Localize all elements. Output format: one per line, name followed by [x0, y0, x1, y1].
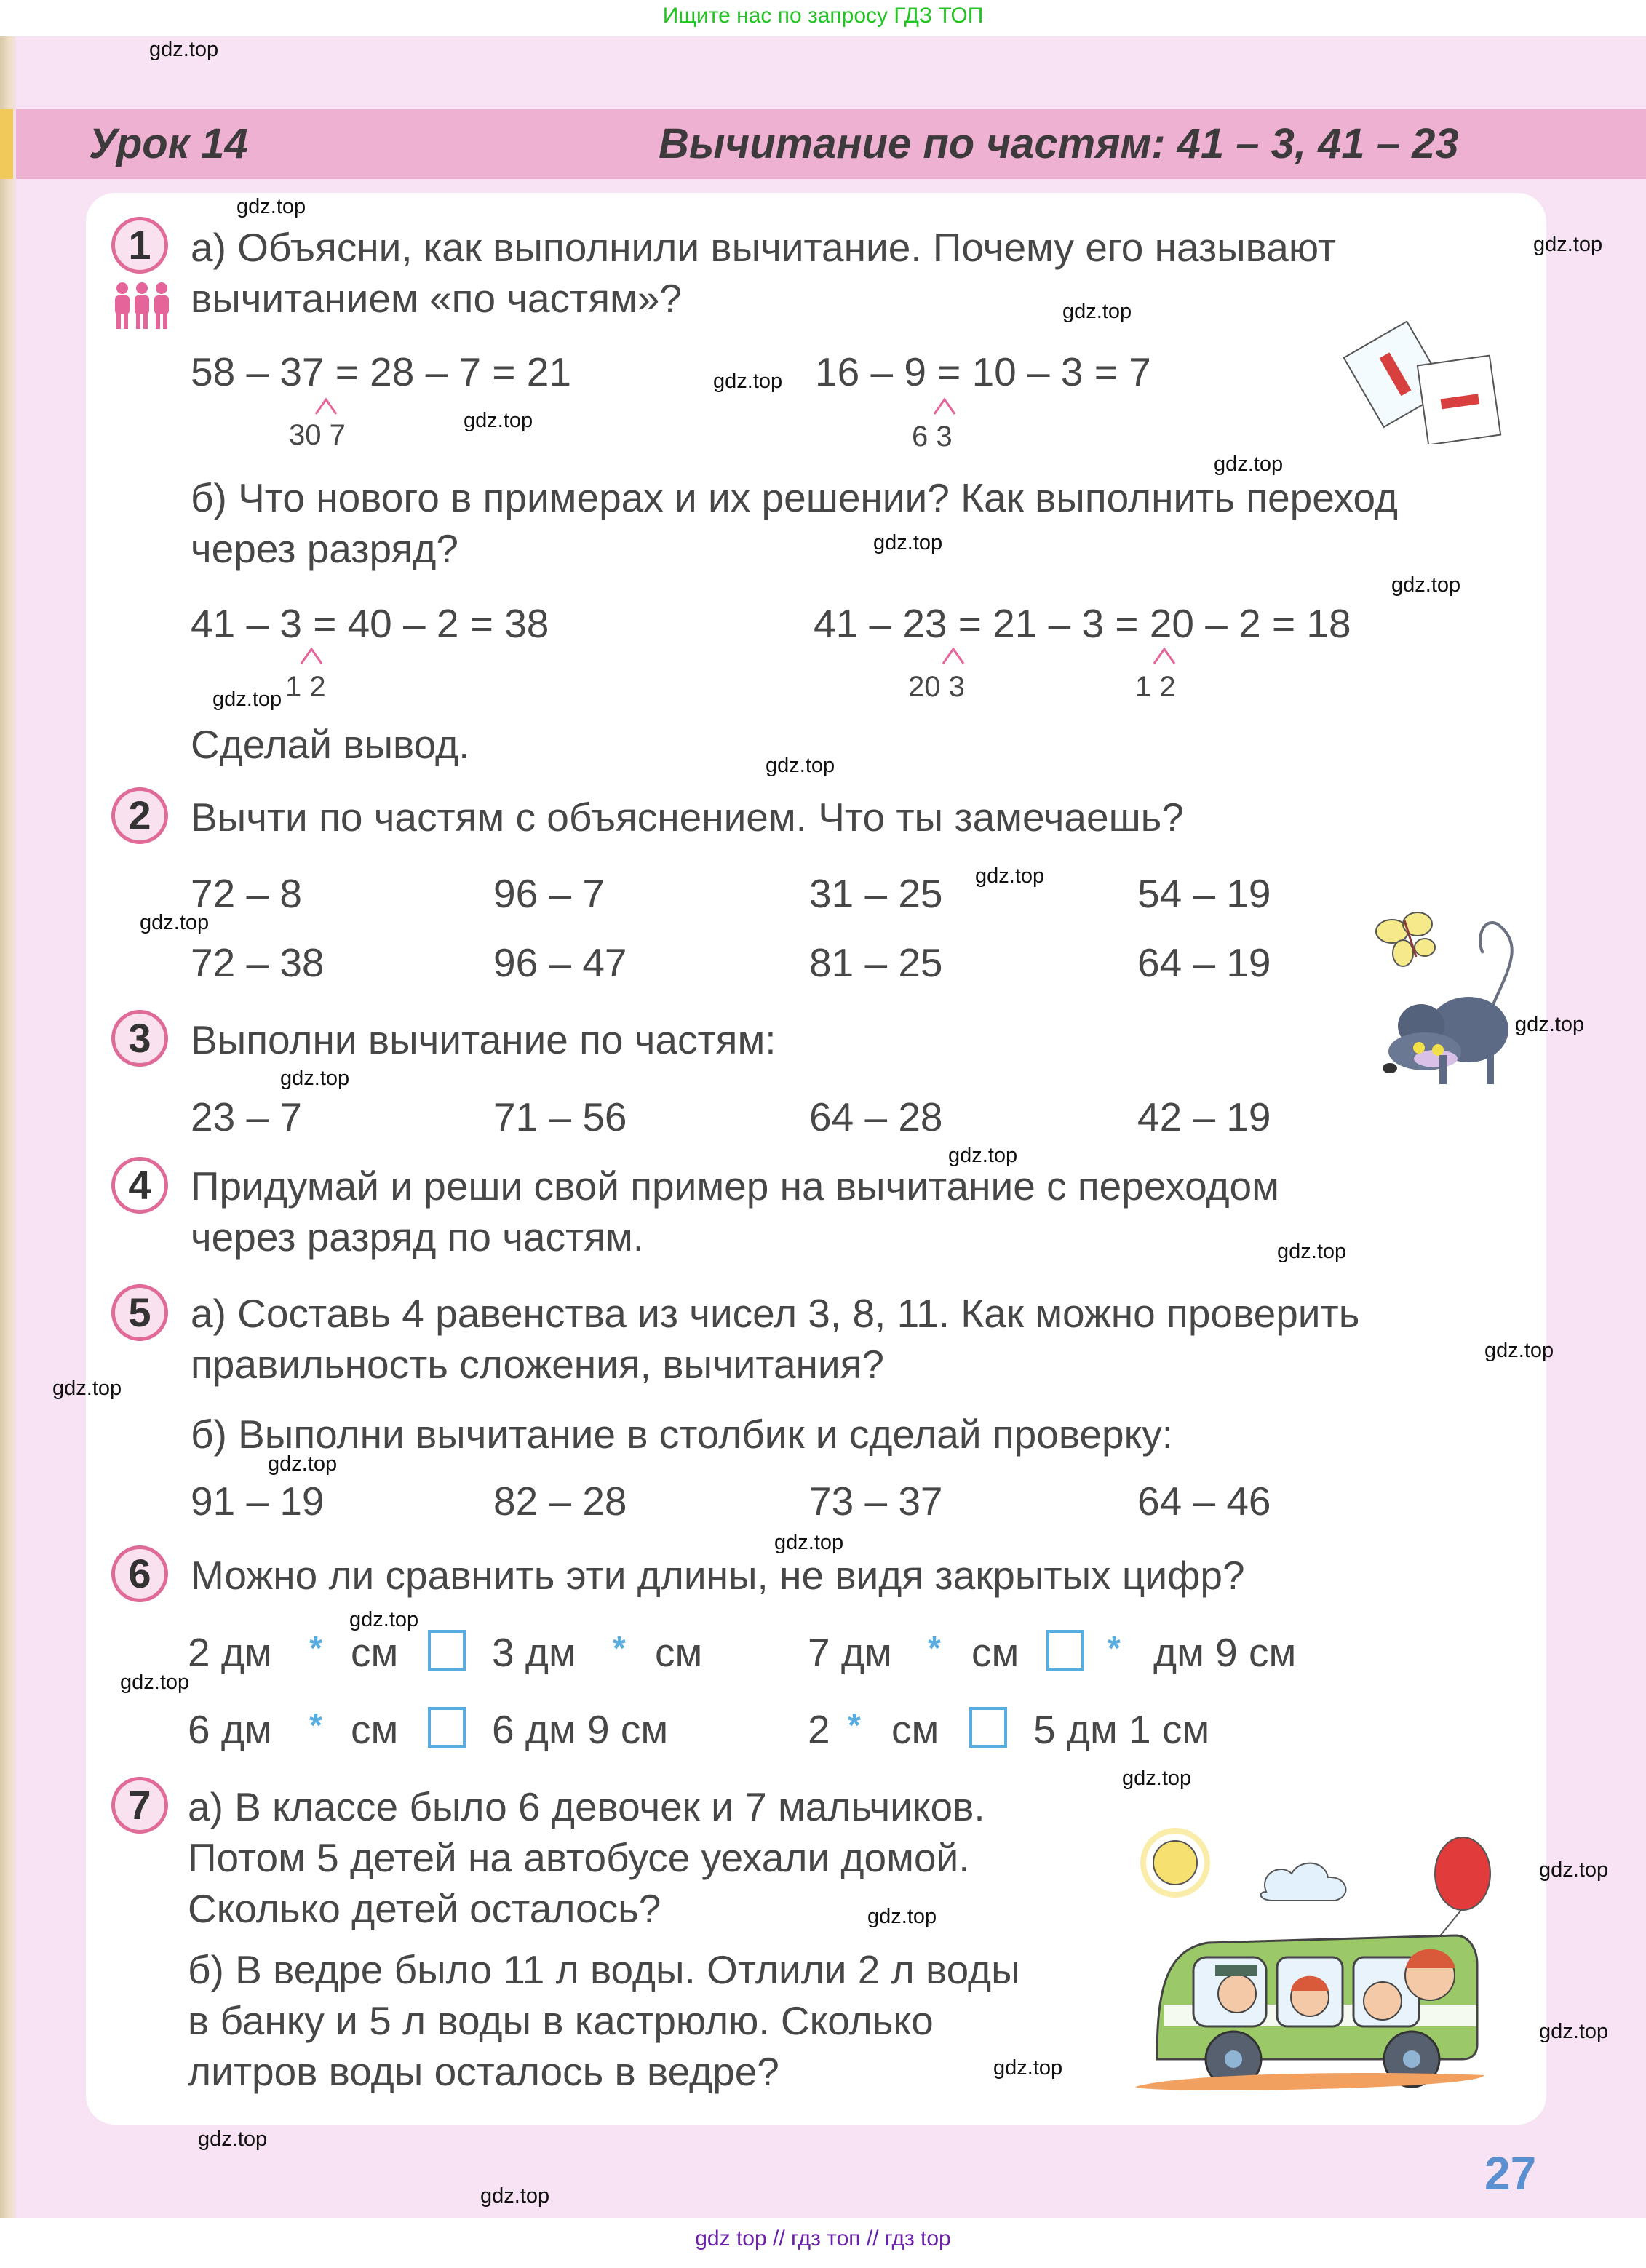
- ex1-equation-1: 58 – 37 = 28 – 7 = 21: [191, 349, 571, 394]
- watermark: gdz.top: [948, 1144, 1018, 1167]
- ex2-item: 72 – 38: [191, 940, 325, 985]
- hidden-digit-star: *: [848, 1706, 861, 1744]
- watermark: gdz.top: [1539, 2020, 1609, 2043]
- ex7-a-text-2: Потом 5 детей на автобусе уехали домой.: [188, 1835, 970, 1880]
- split-caret: [298, 646, 325, 665]
- ex6-value: 5 дм 1 см: [1033, 1707, 1210, 1752]
- exercise-number-3: 3: [111, 1010, 168, 1067]
- ex2-item: 72 – 8: [191, 871, 302, 916]
- watermark: gdz.top: [140, 911, 210, 934]
- watermark: gdz.top: [975, 864, 1045, 888]
- split-caret: [1151, 646, 1177, 665]
- ex6-text: Можно ли сравнить эти длины, не видя закрытых цифр?: [191, 1553, 1245, 1598]
- comparison-box[interactable]: [428, 1707, 466, 1748]
- split-caret: [940, 646, 966, 665]
- book-spine: [0, 36, 16, 2218]
- watermark: gdz.top: [1277, 1240, 1347, 1263]
- ex6-value: 2: [808, 1707, 830, 1752]
- lesson-title: Вычитание по частям: 41 – 3, 41 – 23: [659, 120, 1459, 167]
- exercise-number-6: 6: [111, 1545, 168, 1602]
- ex3-item: 71 – 56: [493, 1094, 627, 1139]
- ex7-b-text-2: в банку и 5 л воды в кастрюлю. Сколько: [188, 1998, 934, 2043]
- hidden-digit-star: *: [613, 1629, 626, 1667]
- exercise-number-2: 2: [111, 787, 168, 844]
- exercise-number-4: 4: [111, 1157, 168, 1214]
- ex3-item: 23 – 7: [191, 1094, 302, 1139]
- hidden-digit-star: *: [1108, 1629, 1121, 1667]
- hidden-digit-star: *: [928, 1629, 941, 1667]
- ex7-b-text: б) В ведре было 11 л воды. Отлили 2 л воды: [188, 1947, 1020, 1992]
- split-caret: [931, 397, 958, 415]
- ex1-a-text: а) Объясни, как выполнили вычитание. Почему его называют: [191, 225, 1337, 270]
- ex5-a-text: а) Составь 4 равенства из чисел 3, 8, 11. Как можно проверить: [191, 1291, 1360, 1336]
- ex1-split-2: 6 3: [912, 421, 953, 453]
- ex7-a-text: а) В классе было 6 девочек и 7 мальчиков.: [188, 1784, 985, 1829]
- watermark: gdz.top: [1122, 1767, 1192, 1790]
- ex6-value: 6 дм 9 см: [492, 1707, 669, 1752]
- watermark: gdz.top: [867, 1905, 937, 1928]
- ex1-b-text-2: через разряд?: [191, 526, 458, 571]
- ex5-item: 91 – 19: [191, 1479, 325, 1524]
- ex6-unit: см: [891, 1707, 939, 1752]
- ex1-split-1: 30 7: [289, 419, 346, 451]
- ex5-b-text: б) Выполни вычитание в столбик и сделай проверку:: [191, 1412, 1174, 1457]
- watermark: gdz.top: [149, 38, 219, 61]
- hidden-digit-star: *: [309, 1629, 322, 1667]
- exercise-number-1: 1: [111, 217, 168, 274]
- ex6-value: 3 дм: [492, 1630, 576, 1675]
- comparison-box[interactable]: [428, 1630, 466, 1671]
- minus-cards-icon: [1343, 320, 1510, 444]
- footer-watermark: gdz top // гдз топ // гдз top: [695, 2227, 951, 2251]
- watermark: gdz.top: [1515, 1013, 1585, 1036]
- watermark: gdz.top: [268, 1452, 338, 1476]
- watermark: gdz.top: [1391, 573, 1461, 597]
- watermark: gdz.top: [480, 2184, 550, 2208]
- watermark: gdz.top: [52, 1377, 122, 1400]
- watermark: gdz.top: [198, 2128, 268, 2151]
- ex1-split-4b: 1 2: [1135, 671, 1176, 703]
- watermark: gdz.top: [464, 409, 533, 432]
- hidden-digit-star: *: [309, 1706, 322, 1744]
- ex1-a-text-2: вычитанием «по частям»?: [191, 276, 683, 321]
- ex1-b-text: б) Что нового в примерах и их решении? Как выполнить переход: [191, 475, 1398, 520]
- ex4-text: Придумай и реши свой пример на вычитание с переходом: [191, 1163, 1279, 1209]
- watermark: gdz.top: [236, 195, 306, 218]
- watermark: gdz.top: [713, 370, 783, 393]
- watermark: gdz.top: [774, 1531, 844, 1554]
- ex7-a-text-3: Сколько детей осталось?: [188, 1886, 661, 1931]
- ex3-item: 42 – 19: [1137, 1094, 1271, 1139]
- pair-work-icon: [109, 281, 175, 332]
- ex6-unit: см: [351, 1630, 399, 1675]
- watermark: gdz.top: [1062, 300, 1132, 323]
- watermark: gdz.top: [280, 1067, 350, 1090]
- ex1-equation-2: 16 – 9 = 10 – 3 = 7: [815, 349, 1151, 394]
- ex7-b-text-3: литров воды осталось в ведре?: [188, 2049, 779, 2094]
- watermark: gdz.top: [873, 531, 943, 554]
- watermark: gdz.top: [120, 1671, 190, 1694]
- page-number: 27: [1484, 2147, 1537, 2200]
- ex2-text: Вычти по частям с объяснением. Что ты замечаешь?: [191, 795, 1184, 840]
- ex3-text: Выполни вычитание по частям:: [191, 1017, 776, 1062]
- watermark: gdz.top: [1533, 233, 1603, 256]
- ex6-unit: см: [971, 1630, 1019, 1675]
- ex2-item: 81 – 25: [809, 940, 943, 985]
- exercise-number-5: 5: [111, 1284, 168, 1341]
- ex6-unit: см: [351, 1707, 399, 1752]
- comparison-box[interactable]: [969, 1707, 1007, 1748]
- watermark: gdz.top: [1484, 1339, 1554, 1362]
- ex2-item: 54 – 19: [1137, 871, 1271, 916]
- ex5-item: 73 – 37: [809, 1479, 943, 1524]
- ex6-unit: см: [655, 1630, 703, 1675]
- ex1-equation-3: 41 – 3 = 40 – 2 = 38: [191, 601, 549, 646]
- ex2-item: 64 – 19: [1137, 940, 1271, 985]
- ex1-equation-4: 41 – 23 = 21 – 3 = 20 – 2 = 18: [814, 601, 1351, 646]
- ex2-item: 31 – 25: [809, 871, 943, 916]
- lesson-label: Урок 14: [89, 120, 248, 167]
- watermark: gdz.top: [1539, 1858, 1609, 1882]
- bus-children-illustration: [1135, 1819, 1528, 2096]
- watermark: gdz.top: [993, 2056, 1063, 2080]
- exercise-number-7: 7: [111, 1777, 168, 1834]
- ex5-item: 64 – 46: [1137, 1479, 1271, 1524]
- ex4-text-2: через разряд по частям.: [191, 1214, 645, 1260]
- ex1-conclusion: Сделай вывод.: [191, 722, 470, 767]
- mouse-butterfly-illustration: [1359, 902, 1534, 1091]
- split-caret: [313, 397, 339, 415]
- ex2-item: 96 – 47: [493, 940, 627, 985]
- ex5-item: 82 – 28: [493, 1479, 627, 1524]
- ex3-item: 64 – 28: [809, 1094, 943, 1139]
- ex1-split-3: 1 2: [285, 671, 326, 703]
- watermark: gdz.top: [212, 688, 282, 711]
- ex6-value: 6 дм: [188, 1707, 272, 1752]
- ex2-item: 96 – 7: [493, 871, 605, 916]
- ex6-value: 7 дм: [808, 1630, 892, 1675]
- ex1-split-4a: 20 3: [908, 671, 965, 703]
- ex6-value: дм 9 см: [1153, 1630, 1297, 1675]
- watermark: gdz.top: [349, 1608, 419, 1631]
- top-banner: Ищите нас по запросу ГДЗ ТОП: [662, 4, 984, 28]
- comparison-box[interactable]: [1046, 1630, 1084, 1671]
- ex6-value: 2 дм: [188, 1630, 272, 1675]
- ex5-a-text-2: правильность сложения, вычитания?: [191, 1342, 884, 1387]
- watermark: gdz.top: [766, 754, 835, 777]
- watermark: gdz.top: [1214, 453, 1284, 476]
- spine-marker: [0, 109, 13, 179]
